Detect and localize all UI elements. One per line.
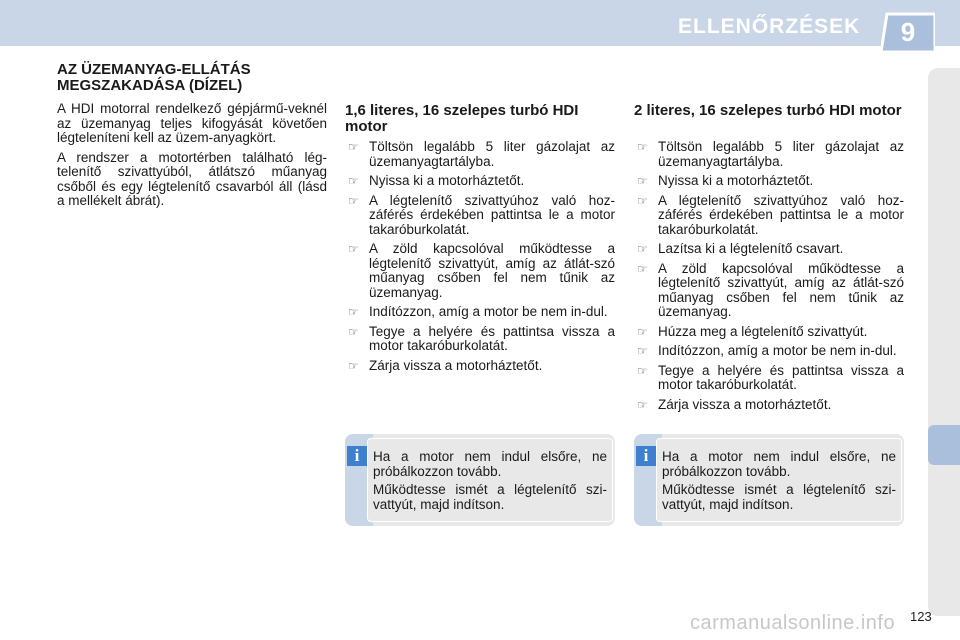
info-line: Ha a motor nem indul elsőre, ne próbálkozzon tovább. [662,449,896,479]
pointing-hand-icon: ☞ [637,193,648,208]
watermark: carmanualsonline.info [690,612,896,634]
engine-20-steps [634,140,904,417]
step-text: A légtelenítő szivattyúhoz való hoz-záférés érdekében pattintsa le a motor takaróburkolatát. [658,192,904,237]
info-line: Működtesse ismét a légtelenítő szi-vattyút, majd indítson. [662,482,896,512]
step-text: Húzza meg a légtelenítő szivattyút. [658,323,868,339]
side-rail [928,68,960,616]
info-text [373,450,607,516]
pointing-hand-icon: ☞ [348,358,359,373]
intro-text [57,102,327,214]
pointing-hand-icon: ☞ [348,242,359,256]
list-item [345,194,615,238]
pointing-hand-icon: ☞ [348,193,359,208]
list-item [634,325,904,340]
intro-paragraph: A HDI motorral rendelkező gépjármű-veknél az üzemanyag teljes kifogyását követően légteleníteni kell az üzem-anyagkört. [57,101,327,145]
list-item [345,305,615,320]
step-text: Tegye a helyére és pattintsa vissza a motor takaróburkolatát. [658,362,904,392]
step-text: A légtelenítő szivattyúhoz való hoz-záférés érdekében pattintsa le a motor takaróburkolatát. [369,192,615,237]
step-text: Nyissa ki a motorháztetőt. [658,173,814,188]
list-item [634,242,904,257]
pointing-hand-icon: ☞ [637,344,648,358]
list-item [634,194,904,238]
step-text: Lazítsa ki a légtelenítő csavart. [658,241,844,256]
list-item [634,262,904,320]
info-icon: i [347,446,367,466]
step-text: Töltsön legalább 5 liter gázolajat az üzemanyagtartályba. [658,139,904,169]
pointing-hand-icon: ☞ [637,261,648,276]
engine-16-steps [345,140,615,378]
pointing-hand-icon: ☞ [348,305,359,319]
pointing-hand-icon: ☞ [637,397,648,412]
list-item [634,364,904,393]
pointing-hand-icon: ☞ [348,174,359,188]
list-item [345,242,615,300]
step-text: Nyissa ki a motorháztetőt. [369,173,525,188]
list-item [345,174,615,189]
step-text: Töltsön legalább 5 liter gázolajat az üzemanyagtartályba. [369,139,615,169]
info-box-16 [345,434,615,526]
intro-paragraph: A rendszer a motortérben található lég-telenítő szivattyúból, átlátszó műanyag csőből és egy légtelenítő csavarból áll (lásd a mellékelt ábrát). [57,149,327,208]
step-text: Zárja vissza a motorháztetőt. [658,396,832,412]
info-text [662,450,896,516]
list-item [345,359,615,374]
info-line: Működtesse ismét a légtelenítő szi-vattyút, majd indítson. [373,482,607,512]
page-number: 123 [910,609,932,624]
list-item [634,344,904,359]
list-item [345,325,615,354]
list-item [634,398,904,413]
step-text: Indítózzon, amíg a motor be nem in-dul. [658,343,897,358]
pointing-hand-icon: ☞ [348,140,359,154]
pointing-hand-icon: ☞ [637,174,648,188]
step-text: Indítózzon, amíg a motor be nem in-dul. [369,304,608,319]
info-box-20 [634,434,904,526]
engine-20-title: 2 literes, 16 szelepes turbó HDI motor [634,102,902,119]
info-line: Ha a motor nem indul elsőre, ne próbálkozzon tovább. [373,449,607,479]
step-text: Tegye a helyére és pattintsa vissza a motor takaróburkolatát. [369,323,615,353]
step-text: A zöld kapcsolóval működtesse a légtelenítő szivattyút, amíg az átlát-szó műanyag csőben fel nem tűnik az üzemanyag. [369,241,615,300]
page-title: ELLENŐRZÉSEK [678,15,861,38]
pointing-hand-icon: ☞ [348,324,359,339]
step-text: A zöld kapcsolóval működtesse a légtelenítő szivattyút, amíg az átlát-szó műanyag csőben fel nem tűnik az üzemanyag. [658,260,904,319]
chapter-number: 9 [900,17,916,47]
pointing-hand-icon: ☞ [637,242,648,256]
list-item [634,174,904,189]
section-title: AZ ÜZEMANYAG-ELLÁTÁS MEGSZAKADÁSA (DÍZEL) [57,61,251,94]
chapter-tab[interactable] [928,425,960,465]
list-item [345,140,615,169]
pointing-hand-icon: ☞ [637,324,648,339]
engine-16-title: 1,6 literes, 16 szelepes turbó HDI motor [345,102,579,135]
chapter-badge [881,12,935,52]
pointing-hand-icon: ☞ [637,363,648,378]
info-icon: i [636,446,656,466]
pointing-hand-icon: ☞ [637,140,648,154]
list-item [634,140,904,169]
step-text: Zárja vissza a motorháztetőt. [369,357,543,373]
